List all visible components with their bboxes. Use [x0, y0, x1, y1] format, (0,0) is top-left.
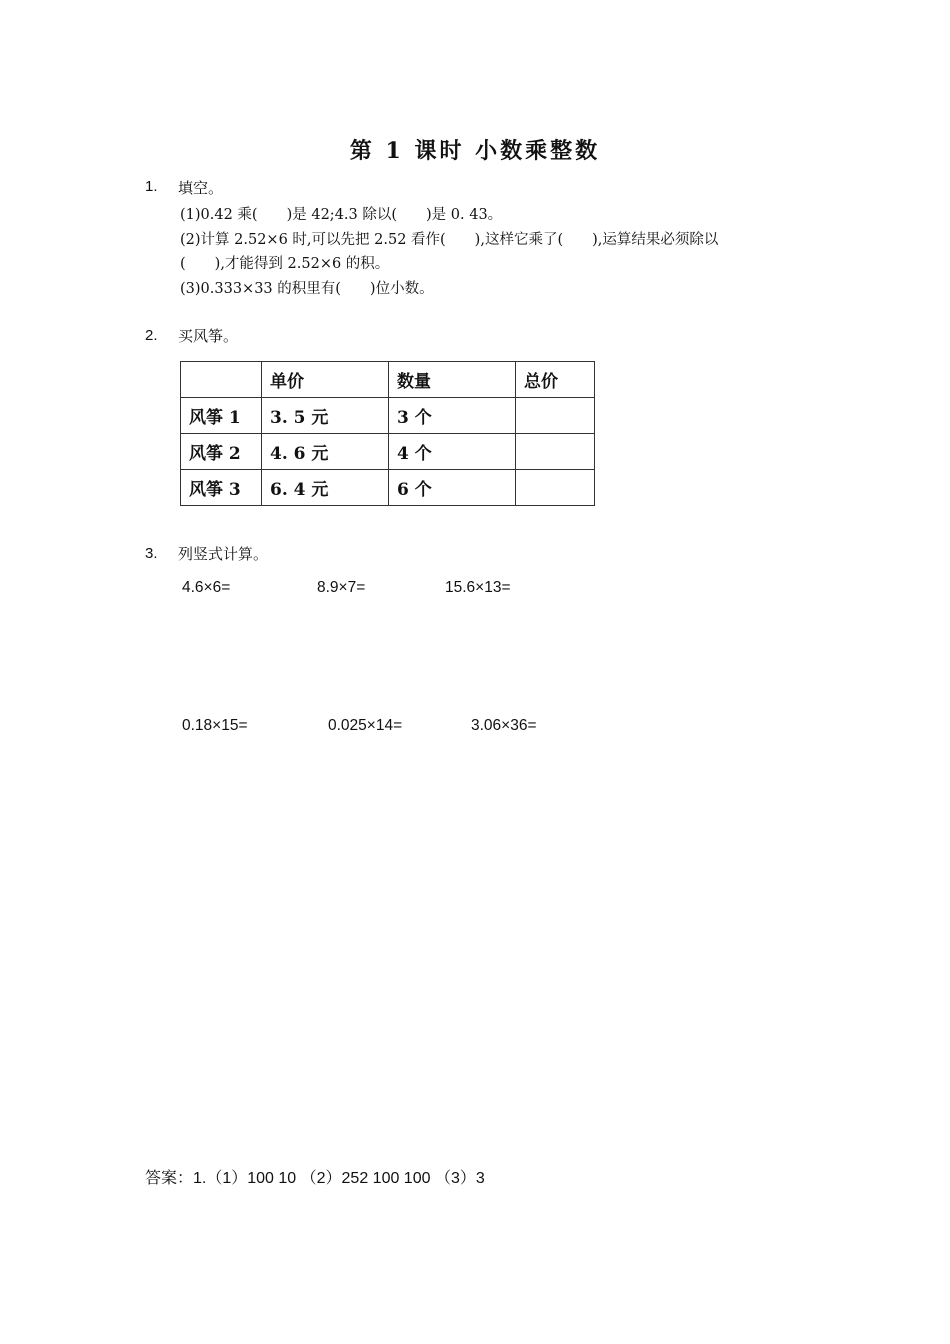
question-1-line-1: (1)0.42 乘( )是 42;4.3 除以( )是 0. 43。	[180, 207, 503, 223]
table-header-cell: 总价	[516, 362, 595, 398]
calc-item: 0.025×14=	[328, 717, 403, 734]
table-header-cell	[181, 362, 262, 398]
question-1-line-4: (3)0.333×33 的积里有( )位小数。	[180, 281, 434, 297]
table-cell: 3. 5 元	[262, 398, 389, 434]
question-1-heading: 填空。	[178, 179, 224, 197]
table-row	[181, 470, 595, 506]
question-1-line-3: ( ),才能得到 2.52×6 的积。	[180, 256, 390, 272]
calc-item: 8.9×7=	[317, 579, 366, 596]
question-1-line-2: (2)计算 2.52×6 时,可以先把 2.52 看作( ),这样它乘了( ),运算结果必须除以	[180, 232, 719, 248]
question-3-number: 3.	[145, 545, 158, 562]
table-cell: 4. 6 元	[262, 434, 389, 470]
table-cell: 6 个	[389, 470, 516, 506]
calc-item: 3.06×36=	[471, 717, 537, 734]
kite-price-table	[180, 361, 595, 506]
table-cell: 风筝 1	[181, 398, 262, 434]
table-cell: 6. 4 元	[262, 470, 389, 506]
table-cell: 3 个	[389, 398, 516, 434]
table-header-cell: 数量	[389, 362, 516, 398]
question-1-number: 1.	[145, 178, 158, 195]
calc-item: 0.18×15=	[182, 717, 248, 734]
question-3-heading: 列竖式计算。	[178, 545, 269, 563]
table-cell	[516, 434, 595, 470]
answer-text: 答案：1.（1）100 10 （2）252 100 100 （3）3	[145, 1170, 485, 1187]
table-header-cell: 单价	[262, 362, 389, 398]
table-row	[181, 398, 595, 434]
table-cell	[516, 398, 595, 434]
table-cell	[516, 470, 595, 506]
question-2-number: 2.	[145, 327, 158, 344]
table-cell: 风筝 3	[181, 470, 262, 506]
calc-item: 4.6×6=	[182, 579, 231, 596]
page-title: 第 1 课时 小数乘整数	[349, 138, 601, 164]
calc-item: 15.6×13=	[445, 579, 511, 596]
table-cell: 4 个	[389, 434, 516, 470]
table-cell: 风筝 2	[181, 434, 262, 470]
question-2-heading: 买风筝。	[178, 327, 239, 345]
table-header-row	[181, 362, 595, 398]
table-row	[181, 434, 595, 470]
